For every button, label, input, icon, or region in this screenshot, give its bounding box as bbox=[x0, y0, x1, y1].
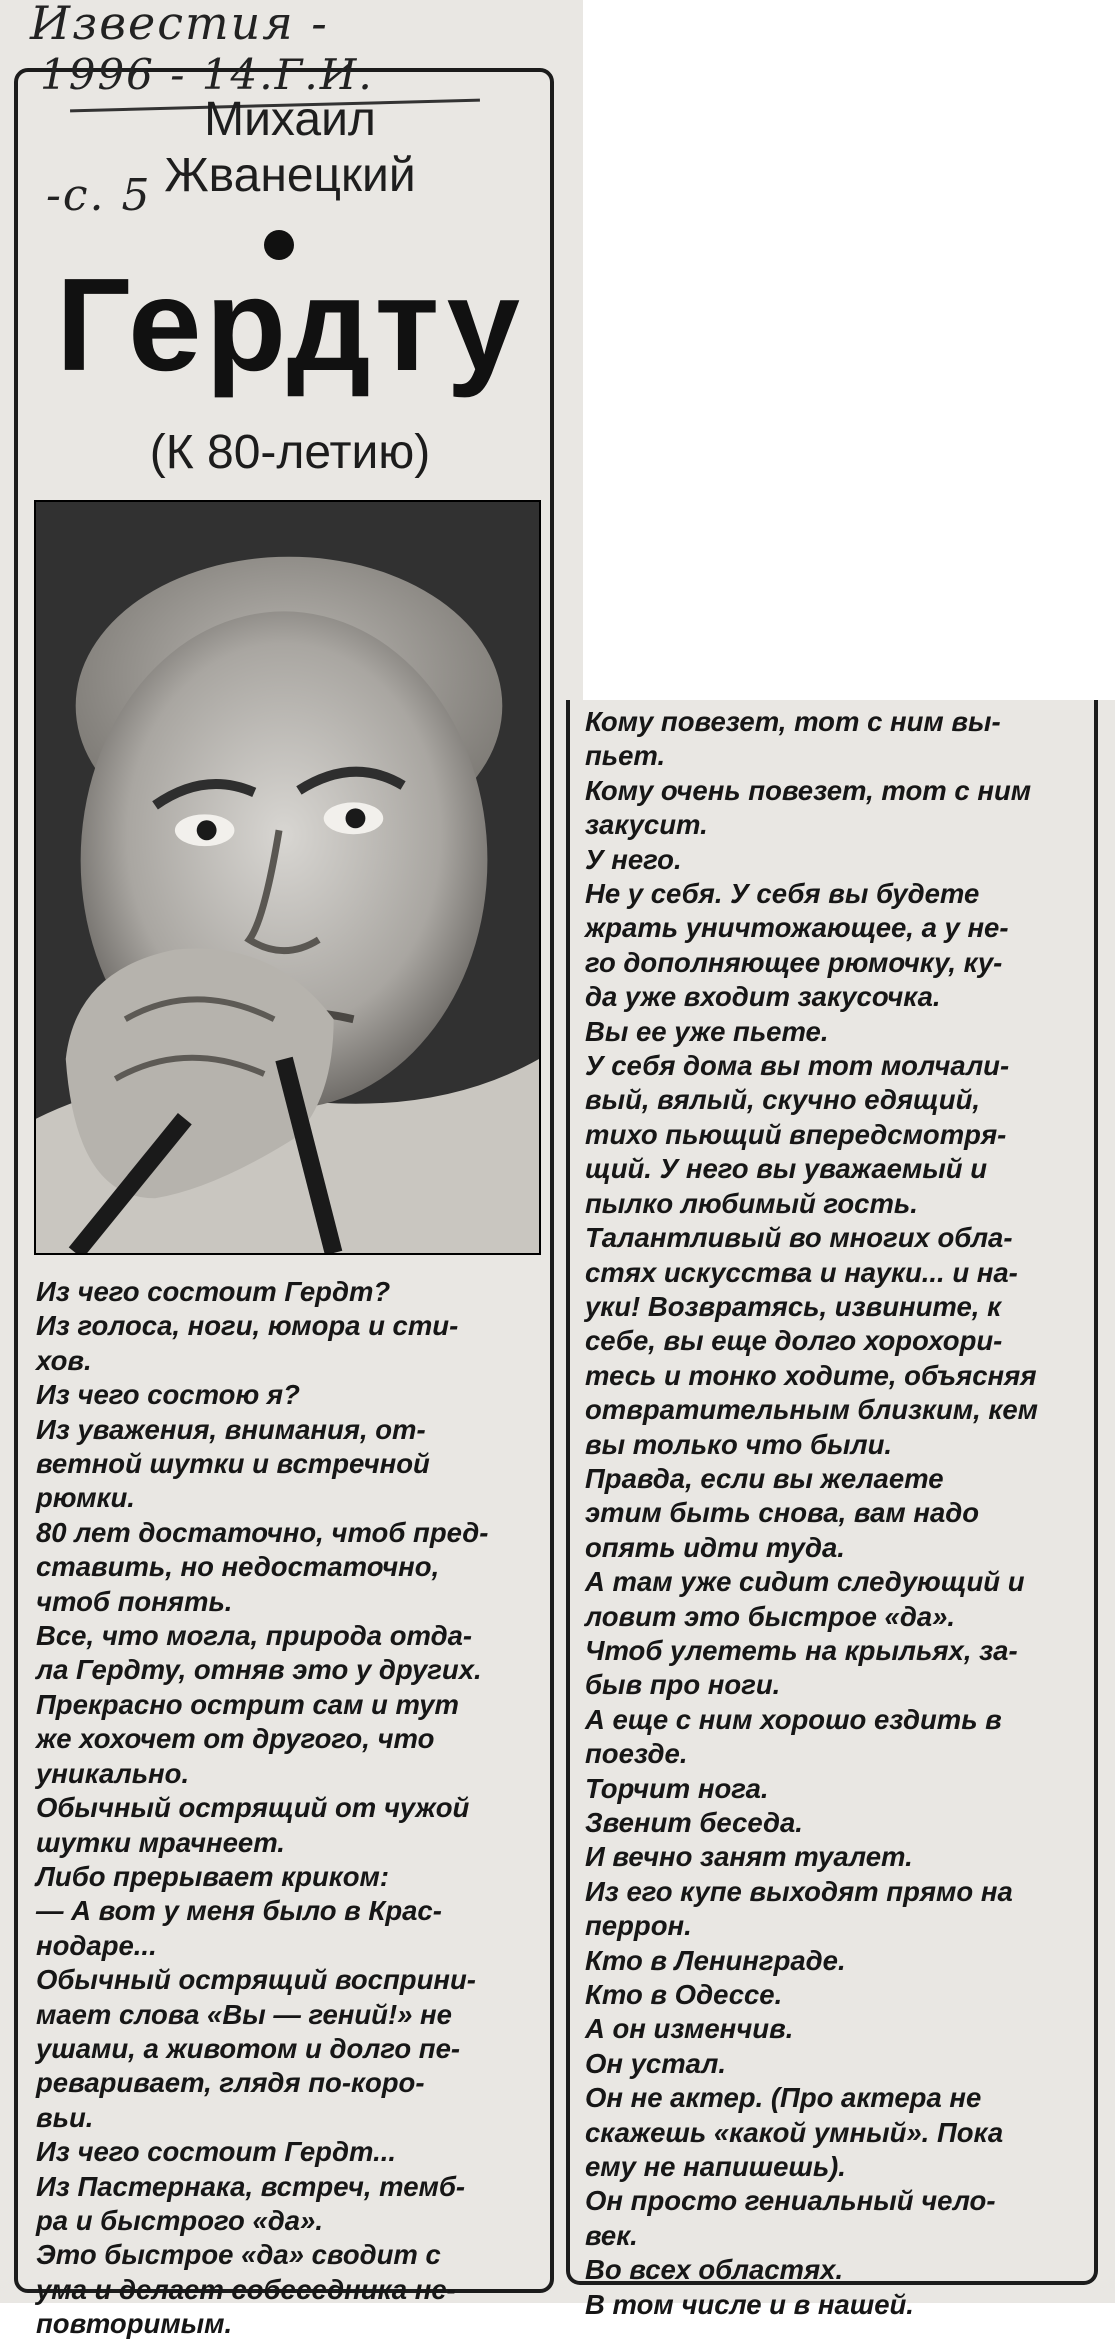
paragraph: Правда, если вы желаете этим быть снова, вам надо опять идти туда. bbox=[585, 1462, 980, 1563]
paragraph: Торчит нога. bbox=[585, 1772, 769, 1804]
paragraph: У себя дома вы тот молчали- вый, вялый, скучно едящий, тихо пьющий впередсмотря- щий. У него вы уважаемый и пылко любимый гость. bbox=[585, 1050, 1010, 1219]
handwritten-note-line3: -с. 5 bbox=[46, 170, 152, 221]
paragraph: У него. bbox=[585, 843, 682, 875]
paragraph: Кто в Ленинграде. bbox=[585, 1944, 846, 1976]
paragraph: Звенит беседа. bbox=[585, 1807, 803, 1838]
paragraph: — А вот у меня было в Крас- нодаре... bbox=[36, 1895, 442, 1961]
paragraph: Кто в Одессе. bbox=[585, 1979, 783, 2011]
paragraph: Из голоса, ноги, юмора и сти- хов. bbox=[36, 1310, 459, 1376]
paragraph: Либо прерывает криком: bbox=[36, 1860, 390, 1892]
paragraph: Из чего состоит Гердт... bbox=[36, 2136, 396, 2168]
paragraph: Вы ее уже пьете. bbox=[585, 1015, 829, 1047]
paragraph: Обычный острящий восприни- мает слова «Вы — гений!» не ушами, а животом и долго пе- реваривает, глядя по-коро- вьи. bbox=[36, 1964, 476, 2133]
paragraph: А он изменчив. bbox=[585, 2013, 794, 2045]
paragraph: Кому повезет, тот с ним вы- пьет. bbox=[585, 706, 1001, 772]
article-title: Гердту bbox=[55, 251, 525, 398]
paragraph: Он просто гениальный чело- век. bbox=[585, 2185, 996, 2251]
paragraph: А еще с ним хорошо ездить в поезде. bbox=[585, 1703, 1002, 1770]
paragraph: Обычный острящий от чужой шутки мрачнеет. bbox=[36, 1792, 470, 1858]
paragraph: В том числе и в нашей. bbox=[585, 2288, 914, 2320]
portrait-illustration bbox=[36, 502, 539, 1253]
paragraph: Талантливый во многих обла- стях искусства и науки... и на- уки! Возвратясь, извините, к себе, вы еще долго хорохори- тесь и тонко ходите, объясняя отвратительным близким, кем вы только что были. bbox=[585, 1222, 1038, 1460]
portrait-photo bbox=[34, 500, 541, 1255]
paragraph: Из чего состоит Гердт? bbox=[36, 1276, 391, 1307]
paragraph: Не у себя. У себя вы будете жрать уничтожающее, а у не- го дополняющее рюмочку, ку- да уже входит закусочка. bbox=[585, 878, 1009, 1013]
handwritten-note-line2: 1996 - 14.Г.И. bbox=[40, 50, 374, 99]
paragraph: Это быстрое «да» сводит с ума и делает собеседника не- повторимым. bbox=[36, 2239, 456, 2340]
paragraph: Из чего состою я? bbox=[36, 1379, 300, 1411]
article-text-right bbox=[585, 705, 1095, 2322]
paragraph: Прекрасно острит сам и тут же хохочет от другого, что уникально. bbox=[36, 1688, 460, 1789]
paragraph: Во всех областях. bbox=[585, 2254, 844, 2286]
paragraph: Из Пастернака, встреч, темб- ра и быстрого «да». bbox=[36, 2170, 466, 2236]
paragraph: И вечно занят туалет. bbox=[585, 1841, 913, 1873]
paragraph: Он устал. bbox=[585, 2047, 727, 2079]
paragraph: Все, что могла, природа отда- ла Гердту, отняв это у других. bbox=[36, 1620, 482, 1686]
paragraph: Он не актер. (Про актера не скажешь «какой умный». Пока ему не напишешь). bbox=[585, 2082, 1004, 2183]
paragraph: Из уважения, внимания, от- ветной шутки и встречной рюмки. bbox=[36, 1413, 430, 1514]
paragraph: Чтоб улететь на крыльях, за- быв про ноги. bbox=[585, 1634, 1018, 1701]
author-name: Михаил Жванецкий bbox=[164, 93, 416, 202]
paragraph: 80 лет достаточно, чтоб пред- ставить, но недостаточно, чтоб понять. bbox=[36, 1516, 489, 1617]
article-subtitle: (К 80-летию) bbox=[149, 426, 431, 479]
article-text-left bbox=[36, 1275, 536, 2342]
paragraph: Кому очень повезет, тот с ним закусит. bbox=[585, 774, 1032, 841]
paragraph: Из его купе выходят прямо на перрон. bbox=[585, 1875, 1013, 1942]
handwritten-note-line1: Известия - bbox=[30, 0, 329, 50]
paragraph: А там уже сидит следующий и ловит это быстрое «да». bbox=[585, 1566, 1025, 1632]
